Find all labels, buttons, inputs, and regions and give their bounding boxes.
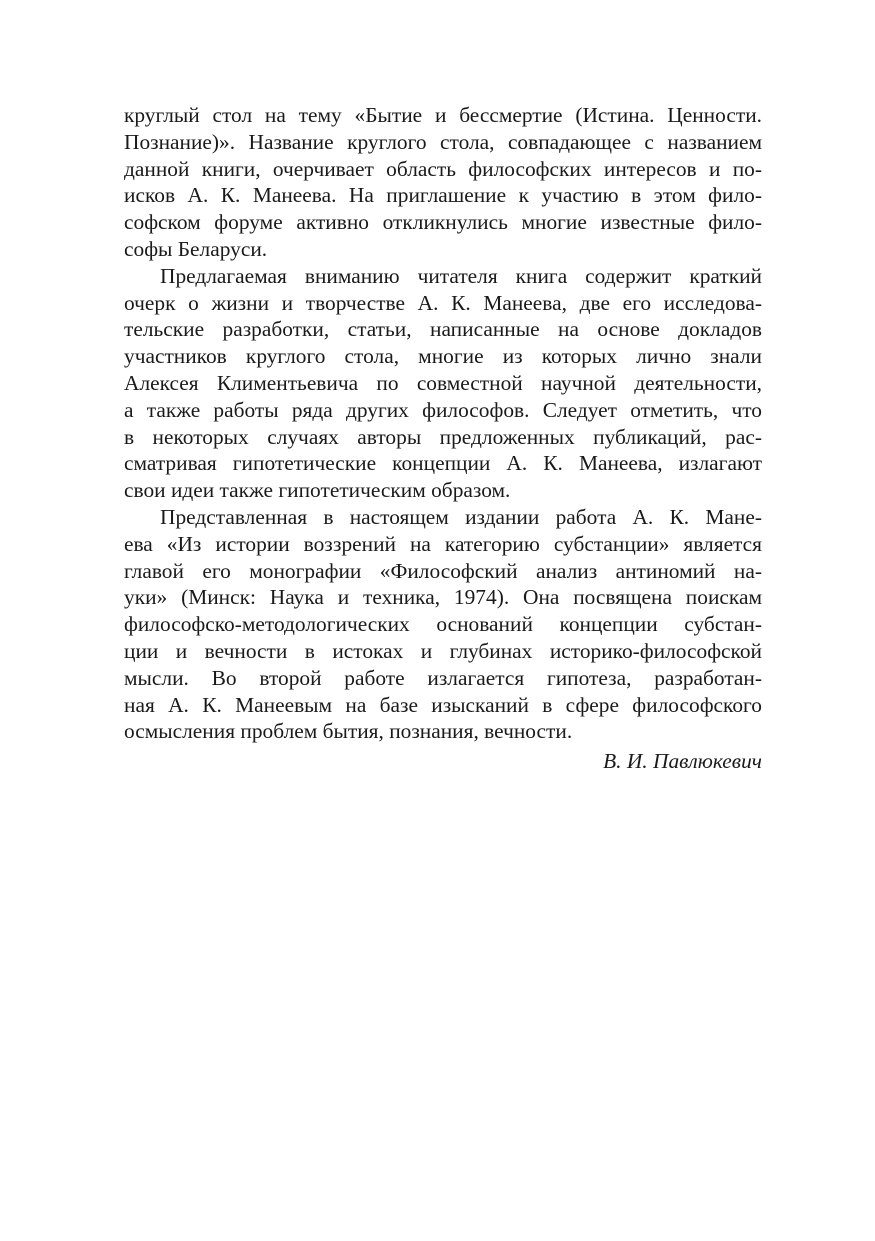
text-line: софском форуме активно откликнулись многие известные фило- bbox=[124, 210, 762, 235]
main-text bbox=[124, 102, 762, 775]
text-line: участников круглого стола, многие из которых лично знали bbox=[124, 344, 762, 369]
text-line: мысли. Во второй работе излагается гипотеза, разработан- bbox=[124, 665, 762, 690]
text-line: ная А. К. Манеевым на базе изысканий в сфере философского bbox=[124, 692, 762, 717]
text-line: Познание)». Название круглого стола, совпадающее с названием bbox=[124, 129, 762, 154]
paragraph-3 bbox=[124, 504, 762, 745]
text-line: осмысления проблем бытия, познания, вечности. bbox=[124, 719, 573, 744]
text-line: в некоторых случаях авторы предложенных публикаций, рас- bbox=[124, 424, 762, 449]
text-line: очерк о жизни и творчестве А. К. Манеева, две его исследова- bbox=[124, 290, 762, 315]
text-line: ции и вечности в истоках и глубинах историко-философской bbox=[124, 638, 762, 663]
paragraph-1 bbox=[124, 102, 762, 263]
text-line: философско-методологических оснований концепции субстан- bbox=[124, 612, 762, 637]
text-line: Предлагаемая вниманию читателя книга содержит краткий bbox=[160, 263, 762, 288]
text-line: тельские разработки, статьи, написанные на основе докладов bbox=[124, 317, 762, 342]
text-line: главой его монографии «Философский анализ антиномий на- bbox=[124, 558, 762, 583]
text-line: уки» (Минск: Наука и техника, 1974). Она посвящена поискам bbox=[124, 585, 762, 610]
author-signature: В. И. Павлюкевич bbox=[603, 749, 762, 774]
text-line: свои идеи также гипотетическим образом. bbox=[124, 478, 511, 503]
text-line: Алексея Климентьевича по совместной научной деятельности, bbox=[124, 370, 762, 395]
text-line: исков А. К. Манеева. На приглашение к участию в этом фило- bbox=[124, 183, 762, 208]
text-line: а также работы ряда других философов. Следует отметить, что bbox=[124, 397, 762, 422]
text-line: софы Беларуси. bbox=[124, 236, 268, 261]
text-line: данной книги, очерчивает область философских интересов и по- bbox=[124, 156, 762, 181]
text-line: сматривая гипотетические концепции А. К. Манеева, излагают bbox=[124, 451, 762, 476]
paragraph-2 bbox=[124, 263, 762, 504]
text-line: Представленная в настоящем издании работа А. К. Мане- bbox=[160, 504, 762, 529]
text-line: ева «Из истории воззрений на категорию субстанции» является bbox=[124, 531, 762, 556]
text-line: круглый стол на тему «Бытие и бессмертие (Истина. Ценности. bbox=[124, 103, 762, 127]
